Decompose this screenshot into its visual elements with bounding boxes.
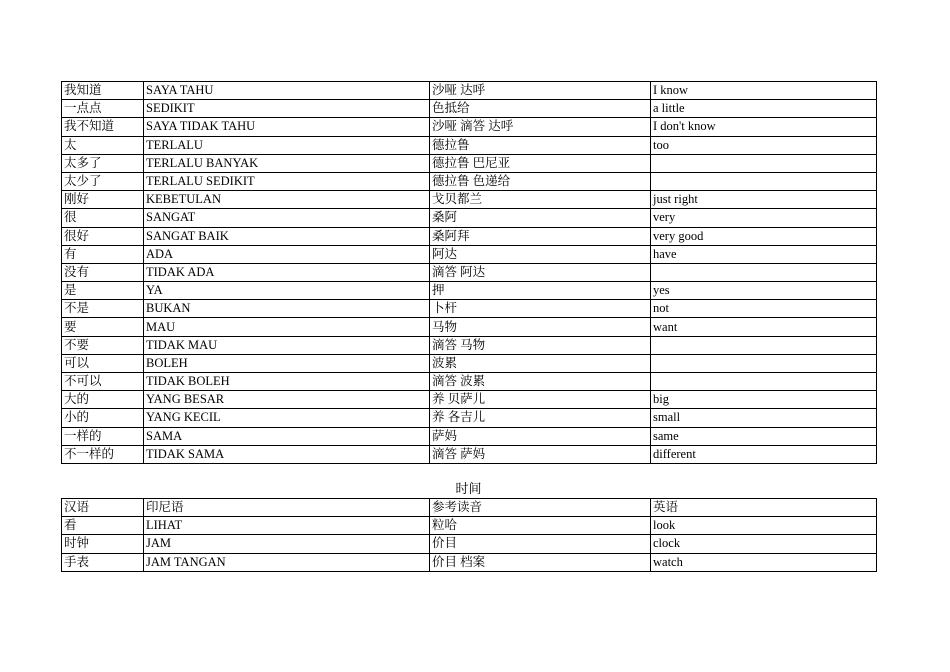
time-vocabulary-table [61, 498, 877, 572]
indonesian-cell: JAM [144, 535, 430, 553]
chinese-cell: 是 [62, 282, 144, 300]
chinese-cell: 手表 [62, 553, 144, 571]
indonesian-cell: SEDIKIT [144, 100, 430, 118]
chinese-cell: 时钟 [62, 535, 144, 553]
english-cell: different [651, 445, 877, 463]
indonesian-cell: SAMA [144, 427, 430, 445]
table-row [62, 499, 877, 517]
indonesian-cell: YA [144, 282, 430, 300]
indonesian-cell: KEBETULAN [144, 191, 430, 209]
indonesian-cell: LIHAT [144, 517, 430, 535]
english-cell: a little [651, 100, 877, 118]
indonesian-cell: MAU [144, 318, 430, 336]
indonesian-cell: SANGAT BAIK [144, 227, 430, 245]
chinese-cell: 我不知道 [62, 118, 144, 136]
english-cell: have [651, 245, 877, 263]
english-cell: want [651, 318, 877, 336]
table-row [62, 354, 877, 372]
table-row [62, 427, 877, 445]
english-cell: big [651, 391, 877, 409]
pronunciation-cell: 阿达 [430, 245, 651, 263]
pronunciation-cell: 押 [430, 282, 651, 300]
table-row [62, 263, 877, 281]
pronunciation-cell: 沙哑 滴答 达呼 [430, 118, 651, 136]
table-row [62, 100, 877, 118]
chinese-cell: 不是 [62, 300, 144, 318]
pronunciation-cell: 滴答 波累 [430, 373, 651, 391]
indonesian-cell: YANG KECIL [144, 409, 430, 427]
chinese-cell: 可以 [62, 354, 144, 372]
chinese-cell: 汉语 [62, 499, 144, 517]
table-row [62, 373, 877, 391]
pronunciation-cell: 色抵给 [430, 100, 651, 118]
chinese-cell: 不一样的 [62, 445, 144, 463]
english-cell: same [651, 427, 877, 445]
indonesian-cell: 印尼语 [144, 499, 430, 517]
indonesian-cell: ADA [144, 245, 430, 263]
english-cell: I don't know [651, 118, 877, 136]
pronunciation-cell: 波累 [430, 354, 651, 372]
chinese-cell: 不要 [62, 336, 144, 354]
table-row [62, 118, 877, 136]
english-cell: yes [651, 282, 877, 300]
pronunciation-cell: 滴答 萨妈 [430, 445, 651, 463]
chinese-cell: 很好 [62, 227, 144, 245]
table-row [62, 282, 877, 300]
indonesian-cell: SAYA TAHU [144, 82, 430, 100]
table-row [62, 535, 877, 553]
chinese-cell: 刚好 [62, 191, 144, 209]
table-row [62, 191, 877, 209]
table-row [62, 154, 877, 172]
indonesian-cell: TERLALU SEDIKIT [144, 172, 430, 190]
english-cell: 英语 [651, 499, 877, 517]
table-row [62, 553, 877, 571]
indonesian-cell: TIDAK SAMA [144, 445, 430, 463]
indonesian-cell: SANGAT [144, 209, 430, 227]
indonesian-cell: TIDAK ADA [144, 263, 430, 281]
chinese-cell: 要 [62, 318, 144, 336]
pronunciation-cell: 参考读音 [430, 499, 651, 517]
indonesian-cell: TIDAK MAU [144, 336, 430, 354]
pronunciation-cell: 马物 [430, 318, 651, 336]
chinese-cell: 我知道 [62, 82, 144, 100]
chinese-cell: 小的 [62, 409, 144, 427]
english-cell [651, 354, 877, 372]
english-cell: too [651, 136, 877, 154]
table-row [62, 227, 877, 245]
chinese-cell: 看 [62, 517, 144, 535]
table-row [62, 517, 877, 535]
english-cell: small [651, 409, 877, 427]
table-row [62, 136, 877, 154]
english-cell: very [651, 209, 877, 227]
pronunciation-cell: 桑阿 [430, 209, 651, 227]
table-row [62, 336, 877, 354]
indonesian-cell: BUKAN [144, 300, 430, 318]
pronunciation-cell: 滴答 阿达 [430, 263, 651, 281]
table-row [62, 409, 877, 427]
chinese-cell: 太少了 [62, 172, 144, 190]
chinese-cell: 一样的 [62, 427, 144, 445]
table-row [62, 445, 877, 463]
english-cell [651, 336, 877, 354]
pronunciation-cell: 沙哑 达呼 [430, 82, 651, 100]
pronunciation-cell: 卜杆 [430, 300, 651, 318]
pronunciation-cell: 滴答 马物 [430, 336, 651, 354]
indonesian-cell: TERLALU BANYAK [144, 154, 430, 172]
pronunciation-cell: 德拉鲁 巴尼亚 [430, 154, 651, 172]
pronunciation-cell: 德拉鲁 色递给 [430, 172, 651, 190]
indonesian-cell: SAYA TIDAK TAHU [144, 118, 430, 136]
english-cell [651, 373, 877, 391]
english-cell [651, 154, 877, 172]
indonesian-cell: JAM TANGAN [144, 553, 430, 571]
pronunciation-cell: 戈贝都兰 [430, 191, 651, 209]
indonesian-cell: TIDAK BOLEH [144, 373, 430, 391]
pronunciation-cell: 粒哈 [430, 517, 651, 535]
table-row [62, 209, 877, 227]
pronunciation-cell: 德拉鲁 [430, 136, 651, 154]
chinese-cell: 大的 [62, 391, 144, 409]
table-row [62, 391, 877, 409]
english-cell: not [651, 300, 877, 318]
english-cell: just right [651, 191, 877, 209]
pronunciation-cell: 价目 档案 [430, 553, 651, 571]
table-row [62, 318, 877, 336]
english-cell [651, 263, 877, 281]
indonesian-cell: TERLALU [144, 136, 430, 154]
table-row [62, 172, 877, 190]
chinese-cell: 有 [62, 245, 144, 263]
table-row [62, 245, 877, 263]
vocabulary-table [61, 81, 877, 464]
english-cell: look [651, 517, 877, 535]
pronunciation-cell: 桑阿拜 [430, 227, 651, 245]
chinese-cell: 太多了 [62, 154, 144, 172]
chinese-cell: 没有 [62, 263, 144, 281]
english-cell: clock [651, 535, 877, 553]
pronunciation-cell: 价目 [430, 535, 651, 553]
english-cell [651, 172, 877, 190]
english-cell: I know [651, 82, 877, 100]
pronunciation-cell: 养 各吉儿 [430, 409, 651, 427]
chinese-cell: 太 [62, 136, 144, 154]
indonesian-cell: YANG BESAR [144, 391, 430, 409]
table-row [62, 82, 877, 100]
table-row [62, 300, 877, 318]
vocabulary-table-body [62, 82, 877, 464]
english-cell: very good [651, 227, 877, 245]
chinese-cell: 不可以 [62, 373, 144, 391]
pronunciation-cell: 萨妈 [430, 427, 651, 445]
english-cell: watch [651, 553, 877, 571]
chinese-cell: 一点点 [62, 100, 144, 118]
pronunciation-cell: 养 贝萨儿 [430, 391, 651, 409]
indonesian-cell: BOLEH [144, 354, 430, 372]
time-vocabulary-table-body [62, 499, 877, 572]
section-title: 时间 [455, 481, 482, 496]
chinese-cell: 很 [62, 209, 144, 227]
